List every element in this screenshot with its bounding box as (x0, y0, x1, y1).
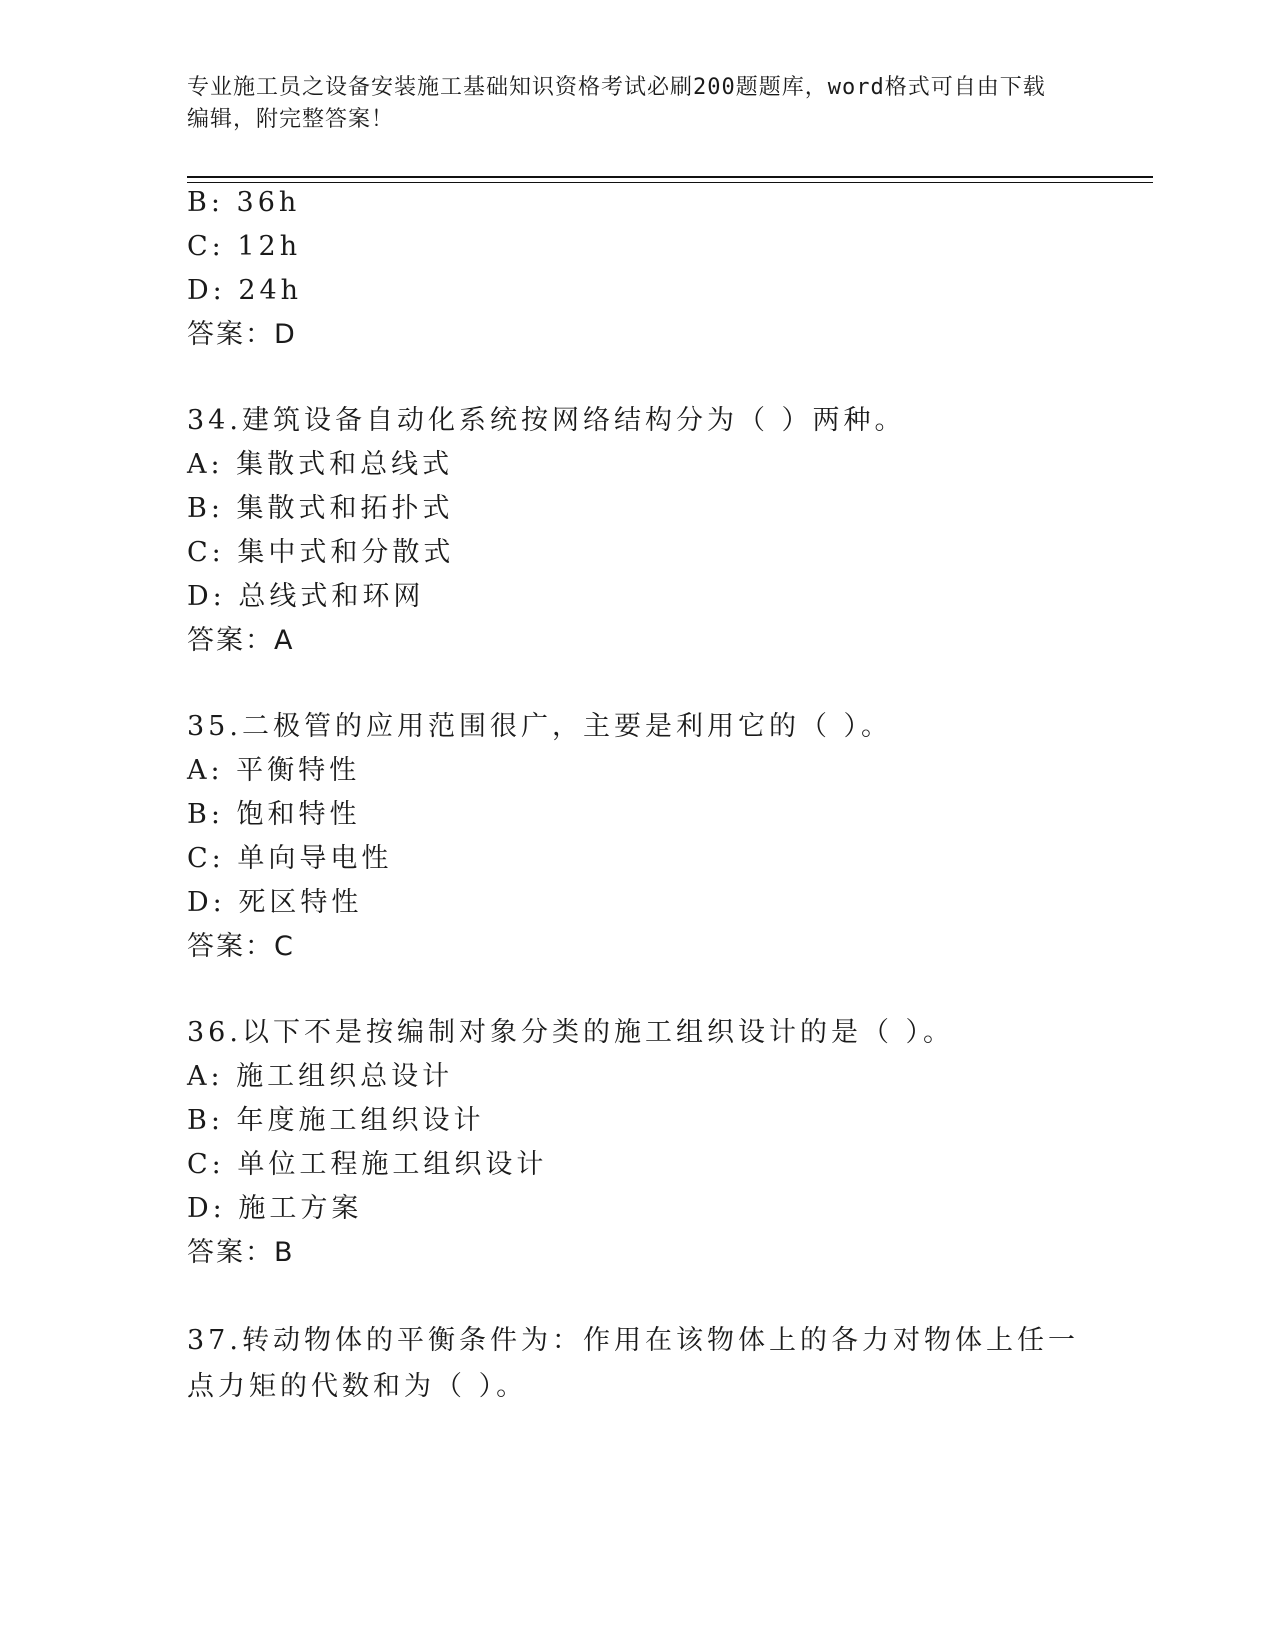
answer-line: 答案：A (187, 625, 295, 656)
option-b: B: 年度施工组织设计 (187, 1105, 485, 1136)
question-stem: 34.建筑设备自动化系统按网络结构分为（ ）两种。 (187, 405, 906, 436)
option-c: C: 12h (187, 231, 302, 262)
option-d: D: 总线式和环网 (187, 581, 425, 612)
option-b: B: 集散式和拓扑式 (187, 493, 454, 524)
question-stem: 36.以下不是按编制对象分类的施工组织设计的是（ ）。 (187, 1017, 955, 1048)
question-stem: 35.二极管的应用范围很广，主要是利用它的（ ）。 (187, 711, 893, 742)
option-d: D: 24h (187, 275, 303, 306)
option-d: D: 死区特性 (187, 887, 363, 918)
option-a: A: 集散式和总线式 (187, 449, 454, 480)
option-d: D: 施工方案 (187, 1193, 363, 1224)
option-b: B: 饱和特性 (187, 799, 361, 830)
option-b: B: 36h (187, 187, 301, 218)
document-header: 专业施工员之设备安装施工基础知识资格考试必刷200题题库，word格式可自由下载编辑，附完整答案！ (187, 75, 1046, 132)
question-stem: 37.转动物体的平衡条件为：作用在该物体上的各力对物体上任一点力矩的代数和为（ ）。 (187, 1325, 1079, 1402)
header-divider-thick (187, 176, 1153, 178)
option-c: C: 集中式和分散式 (187, 537, 455, 568)
option-c: C: 单向导电性 (187, 843, 393, 874)
header-divider-thin (187, 182, 1153, 183)
option-c: C: 单位工程施工组织设计 (187, 1149, 548, 1180)
option-a: A: 平衡特性 (187, 755, 361, 786)
answer-line: 答案：B (187, 1237, 295, 1268)
option-a: A: 施工组织总设计 (187, 1061, 454, 1092)
answer-line: 答案：D (187, 319, 297, 350)
answer-line: 答案：C (187, 931, 295, 962)
